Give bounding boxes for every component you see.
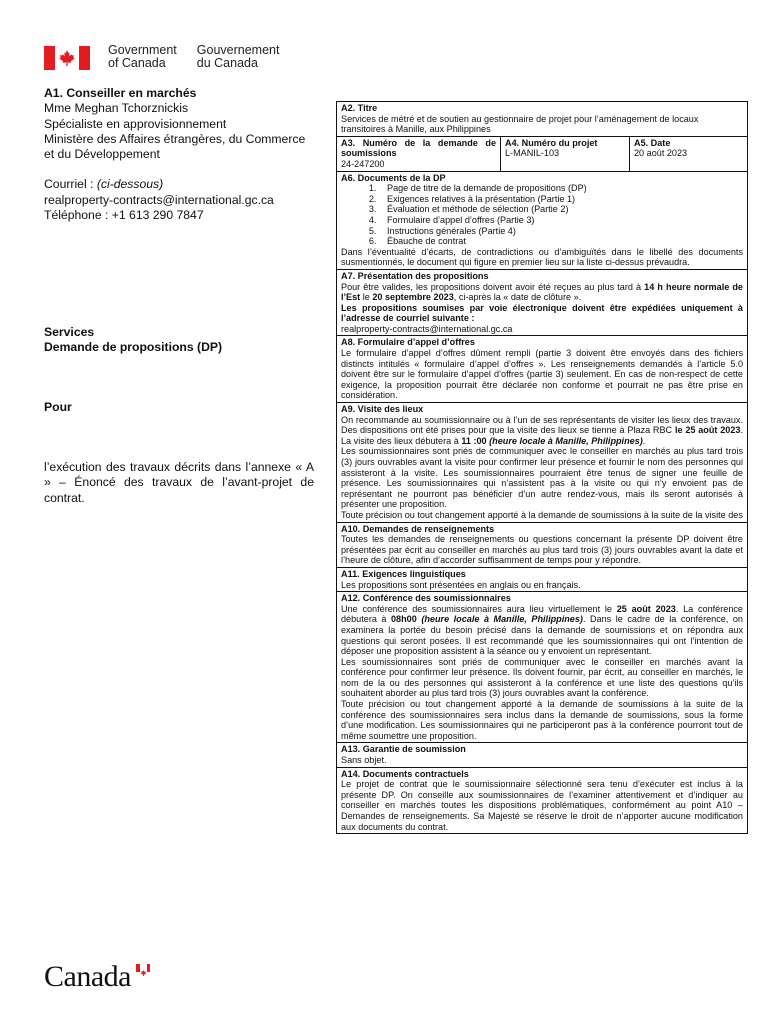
list-item: 4. Formulaire d’appel d’offres (Partie 3) [379,215,743,226]
section-a14: A14. Documents contractuels Le projet de contrat que le soumissionnaire sélectionné sera tenu d’exécuter est inclus à la présente DP. On conseille aux soumissionnaires de l’examiner attentivement et d’indiquer au conseiller en marchés toutes les dispositions problématiques, conformément au point A10 – Demandes de renseignements. Sa Majesté se réserve le droit de n’apporter aucune modification aux documents du contrat. [341,768,743,832]
a1-title: A1. Conseiller en marchés [44,86,197,100]
services-block [44,325,314,356]
submission-email: realproperty-contracts@international.gc.ca [341,323,513,334]
email-address: realproperty-contracts@international.gc.ca [44,192,274,207]
contact-line: et du Développement [44,147,160,162]
contact-line: Ministère des Affaires étrangères, du Commerce [44,131,306,146]
government-en: Government of Canada [108,43,177,70]
section-a10: A10. Demandes de renseignements Toutes les demandes de renseignements ou questions concernant la présente DP doivent être présentées par écrit au conseiller en marchés au plus tard trois (3) jours ouvrables avant la date et l’heure de clôture, afin d’accorder suffisamment de temps pour y répondre. [337,523,747,568]
section-a7: A7. Présentation des propositions Pour être valides, les propositions doivent avoir été reçues au plus tard à 14 h heure normale de l’Est le 20 septembre 2023, ci-après la « date de clôture ». Les propositions soumises par voie électronique doivent être expédiées uniquement à l’adresse de courriel suivante : realproperty-contracts@international.gc.ca [337,270,747,337]
section-a5: A5. Date 20 août 2023 [634,137,688,159]
section-a2: A2. Titre Services de métré et de soutien au gestionnaire de projet pour l’aménagement de locaux transitoires à Manille, aux Philippines [337,102,747,137]
phone: Téléphone : +1 613 290 7847 [44,208,204,223]
contact-line: Mme Meghan Tchorznickis [44,101,189,116]
canada-flag-icon [44,46,90,70]
contact-line: Spécialiste en approvisionnement [44,116,227,131]
dp-heading: Demande de propositions (DP) [44,340,223,355]
section-a3-a4-a5 [337,137,747,172]
list-item: 6. Ébauche de contrat [379,236,743,247]
pour-heading: Pour [44,400,72,414]
contracting-authority [44,86,314,223]
document-list [341,183,743,247]
list-item: 1. Page de titre de la demande de propositions (DP) [379,183,743,194]
canada-wordmark: Canada [44,960,131,993]
section-a9: A9. Visite des lieux On recommande au soumissionnaire ou à l’un de ses représentants de visiter les lieux des travaux. Des dispositions ont été prises pour que la visite des lieux se tienne à Plaza RBC le 25 août 2023. La visite des lieux débutera à 11 :00 (heure locale à Manille, Philippines). Les soumissionnaires sont priés de communiquer avec le conseiller en marchés au plus tard trois (3) jours ouvrables avant la visite pour confirmer leur présence et fournir le nom des personnes qui assisteront à la visite. Les soumissionnaires pourraient être tenus de signer une feuille de présence. Les soumissionnaires qui n’assistent pas à la visite ou qui n’y envoient pas de représentant ne pourront pas bénéficier d’un autre rendez-vous, mais ils seront autorisés à présenter une proposition. Toute précision ou tout changement apporté à la demande de soumissions à la suite de la visite des [337,403,747,523]
section-a4: A4. Numéro du projet L-MANIL-103 [501,137,630,171]
section-a3: A3. Numéro de la demande de soumissions 24-247200 [337,137,501,171]
email-label-line: Courriel : (ci-dessous) [44,177,164,192]
government-fr: Gouvernement du Canada [196,43,280,70]
section-a13: A13. Garantie de soumission Sans objet. [337,743,747,767]
services-heading: Services [44,325,95,339]
wordmark-flag-icon [136,964,150,972]
pour-block [44,400,314,415]
section-a12: A12. Conférence des soumissionnaires Une conférence des soumissionnaires aura lieu virtuellement le 25 août 2023. La conférence débutera à 08h00 (heure locale à Manille, Philippines). Dans le cadre de la conférence, on examinera la portée du besoin précisé dans la demande de soumissions et on répondra aux questions qui seront posées. Il est recommandé que les soumissionnaires qui ont l’intention de déposer une proposition assistent à la séance ou y envoient un représentant. Les soumissionnaires sont priés de communiquer avec le conseiller en marchés avant la conférence pour confirmer leur présence. Ils doivent fournir, par écrit, au conseiller en marchés, le nom de la ou des personnes qui assisteront à la conférence et une liste des questions qu’ils souhaitent aborder au plus tard trois (3) jours ouvrables avant la conférence. Toute précision ou tout changement apporté à la demande de soumissions à la suite de la conférence des soumissionnaires sera inclus dans la demande de soumissions, sous la forme d’une modification. Les soumissionnaires qui ne participeront pas à la conférence pourront tout de même soumettre une proposition. [337,592,747,743]
section-a8: A8. Formulaire d’appel d’offres Le formulaire d’appel d’offres dûment rempli (partie 3 doivent être envoyés dans des fichiers distincts intitulés « formulaire d’appel d’offres ». Les renseignements demandés à l’article 5.0 doivent être sur le formulaire d’appel d’offres (partie 3) seulement. En cas de non-respect de cette exigence, la proposition pourrait être déclarée non conforme et pourrait ne pas être prise en considération. [337,336,747,403]
list-item: 5. Instructions générales (Partie 4) [379,226,743,237]
section-a11: A11. Exigences linguistiques Les propositions sont présentées en anglais ou en français. [337,568,747,592]
government-signature [44,44,279,70]
list-item: 2. Exigences relatives à la présentation (Partie 1) [379,194,743,205]
section-a6: A6. Documents de la DP 1. Page de titre de la demande de propositions (DP) 2. Exigences relatives à la présentation (Partie 1) 3. Évaluation et méthode de sélection (Partie 2) 4. Formulaire d’appel d’offres (Partie 3) 5. Instructions générales (Partie 4) 6. Ébauche de contrat Dans l’éventualité d’écarts, de contradictions ou d’ambiguïtés dans le libellé des documents susmentionnés, le document qui figure en premier lieu sur la liste ci-dessus prévaudra. [337,172,747,270]
list-item: 3. Évaluation et méthode de sélection (Partie 2) [379,204,743,215]
execution-text: l’exécution des travaux décrits dans l’annexe « A » – Énoncé des travaux de l’avant-projet de contrat. [44,460,314,505]
rfp-form-table [336,101,748,834]
